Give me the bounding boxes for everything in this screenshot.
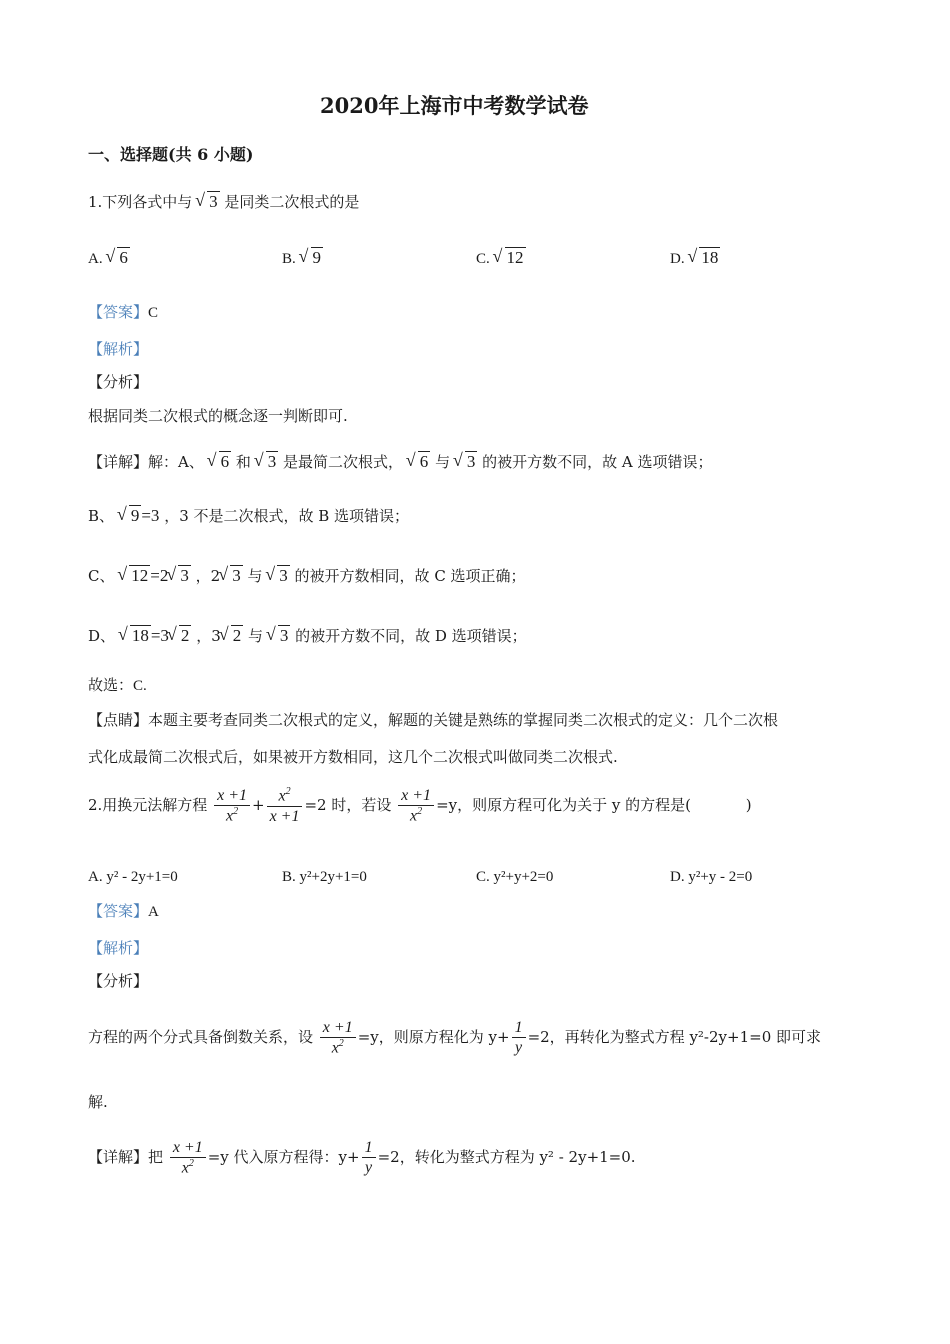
q1-fenxi-tag: 【分析】: [88, 373, 149, 391]
q2-detail: 【详解】把 $\frac{x +1}{x^2}$ =y 代入原方程得：y+ $\frac{1}{y}$ =2，转化为整式方程为 y² - 2y+1=0.: [88, 1139, 636, 1177]
q2-fenxi: 方程的两个分式具备倒数关系，设 $\frac{x +1}{x^2}$ =y，则原方程化为 y+ $\frac{1}{y}$ =2，再转化为整式方程 y²-2y+1=0 即可求: [88, 1019, 822, 1057]
q1-option-a: A. √ 6: [88, 248, 130, 268]
q1-fenxi: 根据同类二次根式的概念逐一判断即可.: [88, 407, 348, 425]
q1-detail-a: 【详解】解：A、 √ 6 和 √ 3 是最简二次根式， √ 6 与 √ 3 的被开方数不同，故 A 选项错误；: [88, 452, 713, 472]
section-heading: 一、选择题(共 6 小题): [88, 145, 254, 164]
q1-option-c: C. √ 12: [476, 248, 526, 268]
q2-option-b: B. y²+2y+1=0: [282, 869, 367, 885]
q1-dianjing-1: 【点睛】本题主要考查同类二次根式的定义，解题的关键是熟练的掌握同类二次根式的定义：几个二次根: [88, 711, 779, 729]
sqrt-icon: √ 3: [197, 192, 220, 212]
sqrt-icon: √ 12: [495, 248, 526, 268]
page-title: 2020年上海市中考数学试卷: [320, 93, 589, 118]
q2-option-d: D. y²+y - 2=0: [670, 869, 753, 885]
sqrt-icon: √ 6: [107, 248, 130, 268]
q1-stem: 1.下列各式中与 √ 3 是同类二次根式的是: [88, 192, 359, 212]
q1-detail-d: D、 √ 18 =3√ 2 ，3√ 2 与 √ 3 的被开方数不同，故 D 选项错误；: [88, 626, 527, 646]
q2-stem: 2.用换元法解方程 $\frac{x +1}{x^2}$ + $\frac{x^2}{x +1}$ =2 时，若设 $\frac{x +1}{x^2}$ =y，则原方程可化为关于 y 的方程是( ): [88, 786, 752, 825]
q1-option-d: D. √ 18: [670, 248, 720, 268]
q2-option-c: C. y²+y+2=0: [476, 869, 554, 885]
q2-answer: 【答案】A: [88, 902, 159, 920]
sqrt-icon: √ 18: [689, 248, 720, 268]
q2-fenxi-tag: 【分析】: [88, 972, 149, 990]
q2-jiexi-tag: 【解析】: [88, 939, 149, 957]
q2-option-a: A. y² - 2y+1=0: [88, 869, 178, 885]
q1-jiexi-tag: 【解析】: [88, 340, 149, 358]
q1-conclusion: 故选：C.: [88, 678, 147, 694]
q2-fenxi-end: 解.: [88, 1093, 108, 1111]
q1-answer: 【答案】C: [88, 303, 159, 321]
q1-dianjing-2: 式化成最简二次根式后，如果被开方数相同，这几个二次根式叫做同类二次根式.: [88, 748, 618, 766]
q1-detail-c: C、 √ 12 =2√ 3 ，2√ 3 与 √ 3 的被开方数相同，故 C 选项正确；: [88, 566, 526, 586]
q1-option-b: B. √ 9: [282, 248, 323, 268]
q1-detail-b: B、 √ 9 =3 ，3 不是二次根式，故 B 选项错误；: [88, 506, 409, 526]
sqrt-icon: √ 9: [301, 248, 324, 268]
